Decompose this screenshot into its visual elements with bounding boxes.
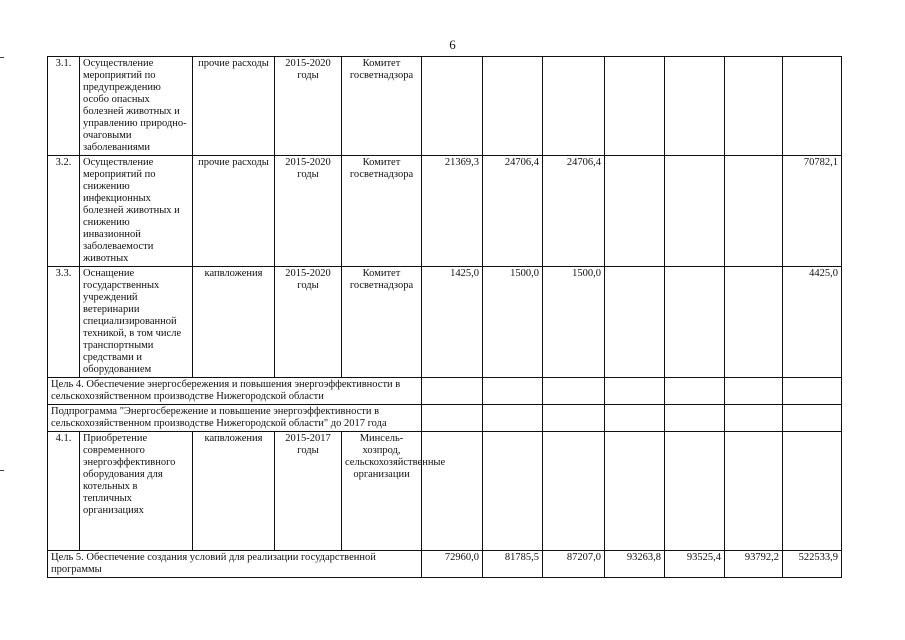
value-year-5 (665, 267, 725, 378)
value-year-6 (725, 57, 783, 156)
value-year-1: 1425,0 (422, 267, 483, 378)
executor: Комитет госветнадзора (342, 267, 422, 378)
value-year-2: 24706,4 (483, 156, 543, 267)
expense-type: прочие расходы (193, 156, 275, 267)
expense-type: капвложения (193, 432, 275, 551)
activity-name: Приобретение современного энергоэффективного оборудования для котельных в тепличных организациях (80, 432, 193, 551)
goal-5-text: Цель 5. Обеспечение создания условий для реализации государственной программы (48, 551, 422, 578)
period: 2015-2017 годы (275, 432, 342, 551)
scan-edge-mark (0, 57, 4, 58)
value-year-1 (422, 57, 483, 156)
program-table (47, 56, 842, 578)
subprogram-text: Подпрограмма "Энергосбережение и повышение энергоэффективности в сельскохозяйственном производстве Нижегородской области" до 2017 года (48, 405, 422, 432)
executor: Комитет госветнадзора (342, 156, 422, 267)
value-year-5: 93525,4 (665, 551, 725, 578)
goal-row (48, 378, 842, 405)
value-year-2: 1500,0 (483, 267, 543, 378)
value-total: 4425,0 (783, 267, 842, 378)
executor: Комитет госветнадзора (342, 57, 422, 156)
value-year-1: 72960,0 (422, 551, 483, 578)
period: 2015-2020 годы (275, 57, 342, 156)
value-year-6: 93792,2 (725, 551, 783, 578)
executor: Минсель-хозпрод, сельскохозяйственные организации (342, 432, 422, 551)
expense-type: прочие расходы (193, 57, 275, 156)
value-year-6 (725, 267, 783, 378)
goal-4-text: Цель 4. Обеспечение энергосбережения и повышения энергоэффективности в сельскохозяйственном производстве Нижегородской области (48, 378, 422, 405)
expense-type: капвложения (193, 267, 275, 378)
activity-name: Оснащение государственных учреждений ветеринарии специализированной техникой, в том числе транспортными средствами и оборудованием (80, 267, 193, 378)
value-year-4 (605, 267, 665, 378)
value-year-3 (543, 57, 605, 156)
page-number: 6 (449, 37, 456, 52)
value-year-3: 24706,4 (543, 156, 605, 267)
value-year-5 (665, 156, 725, 267)
goal-row (48, 551, 842, 578)
value-year-4 (605, 156, 665, 267)
value-year-2: 81785,5 (483, 551, 543, 578)
activity-name: Осуществление мероприятий по предупреждению особо опасных болезней животных и управлению природно-очаговыми заболеваниями (80, 57, 193, 156)
scan-edge-mark (0, 470, 4, 471)
value-year-5 (665, 57, 725, 156)
row-number: 4.1. (48, 432, 80, 551)
value-total: 70782,1 (783, 156, 842, 267)
table-row (48, 432, 842, 551)
value-total (783, 57, 842, 156)
value-year-2 (483, 57, 543, 156)
row-number: 3.2. (48, 156, 80, 267)
value-year-4 (605, 57, 665, 156)
period: 2015-2020 годы (275, 156, 342, 267)
period: 2015-2020 годы (275, 267, 342, 378)
subprogram-row (48, 405, 842, 432)
table-row (48, 267, 842, 378)
row-number: 3.1. (48, 57, 80, 156)
table-row (48, 156, 842, 267)
value-year-6 (725, 156, 783, 267)
value-year-1: 21369,3 (422, 156, 483, 267)
value-year-4: 93263,8 (605, 551, 665, 578)
activity-name: Осуществление мероприятий по снижению инфекционных болезней животных и снижению инвазионной заболеваемости животных (80, 156, 193, 267)
value-year-3: 87207,0 (543, 551, 605, 578)
row-number: 3.3. (48, 267, 80, 378)
value-year-3: 1500,0 (543, 267, 605, 378)
table-row (48, 57, 842, 156)
value-total: 522533,9 (783, 551, 842, 578)
